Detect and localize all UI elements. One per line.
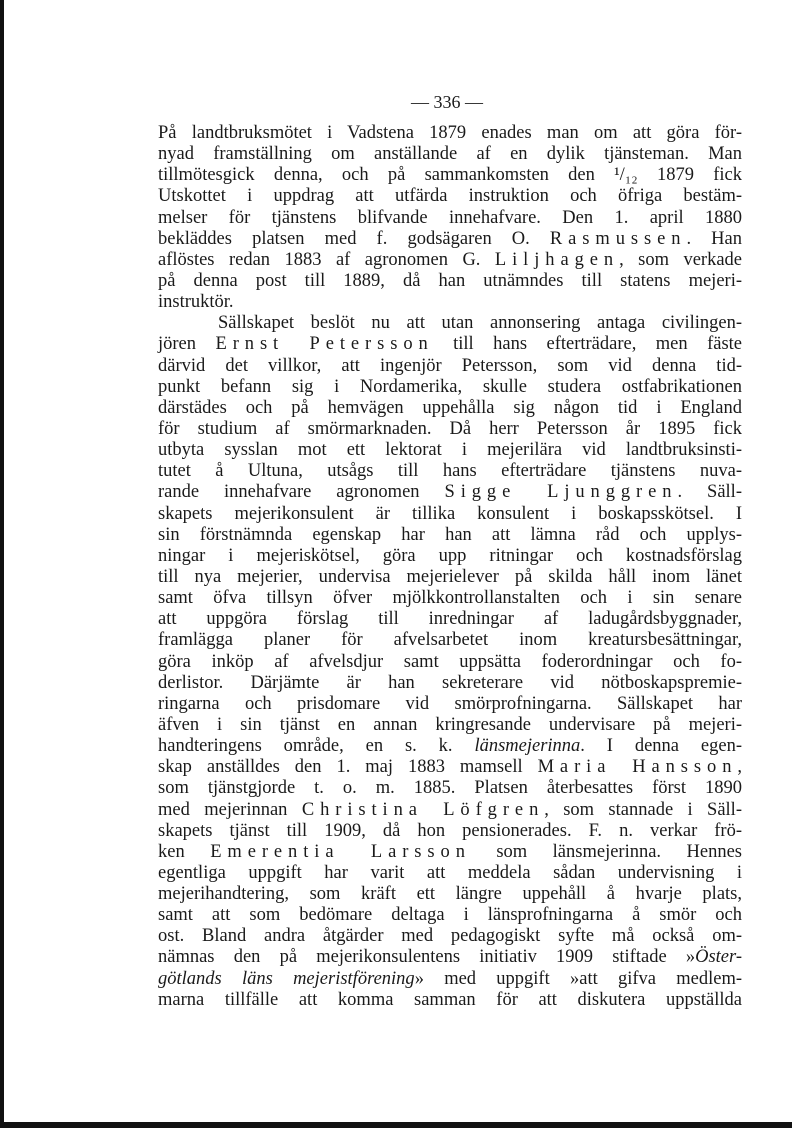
text-segment: handteringens område, en s. k. [158, 736, 475, 757]
text-line [158, 652, 742, 673]
text-segment: mejerihandtering, som kräft ett längre uppehåll å hvarje plats, [158, 884, 742, 905]
text-segment: instruktör. [158, 292, 234, 313]
text-segment: rande innehafvare agronomen [158, 482, 445, 503]
text-segment: att uppgöra förslag till inredningar af ladugårdsbyggnader, [158, 609, 742, 630]
text-line [158, 398, 742, 419]
text-segment: som tjänstgjorde t. o. m. 1885. Platsen återbesattes först 1890 [158, 778, 742, 799]
text-segment: med mejerinnan [158, 799, 302, 820]
text-line [158, 461, 742, 482]
text-line [158, 990, 742, 1011]
text-segment: ningar i mejeriskötsel, göra upp ritningar och kostnadsförslag [158, 545, 742, 566]
page-number: — 336 — [411, 92, 483, 112]
text-segment: Sällskapet beslöt nu att utan annonsering antaga civilingen- [218, 313, 742, 334]
spaced-name: Liljhagen [494, 249, 620, 270]
text-line [158, 969, 742, 990]
text-line [158, 504, 742, 525]
text-segment: till hans efterträdare, men fäste [433, 334, 743, 355]
text-segment: . Han [686, 228, 742, 249]
text-line [158, 356, 742, 377]
text-segment: utbyta sysslan mot ett lektorat i mejerilära vid landtbruksinsti- [158, 440, 742, 461]
text-segment: därvid det villkor, att ingenjör Petersson, som vid denna tid- [158, 355, 742, 376]
text-line [158, 905, 742, 926]
text-line [158, 800, 742, 821]
paragraph [158, 313, 742, 1011]
text-segment: framlägga planer för afvelsarbetet inom kreatursbesättningar, [158, 630, 742, 651]
text-line [158, 440, 742, 461]
text-line [158, 926, 742, 947]
text-line [158, 419, 742, 440]
text-segment: ringarna och prisdomare vid smörprofningarna. Sällskapet har [158, 693, 742, 714]
text-segment: ken [158, 841, 211, 862]
text-segment: ost. Bland andra åtgärder med pedagogiskt syfte må också om- [158, 926, 742, 947]
text-line [158, 313, 742, 334]
text-segment: , [737, 757, 742, 778]
text-segment: tutet å Ultuna, utsågs till hans efterträdare tjänstens nuva- [158, 461, 742, 482]
spaced-name: Maria Hansson [537, 757, 738, 778]
text-segment: » med uppgift »att gifva medlem- [414, 968, 742, 989]
text-line [158, 123, 742, 144]
text-segment: tillmötesgick denna, och på sammankomsten den ¹/₁₂ 1879 fick [158, 165, 742, 186]
text-segment: nyad framställning om anställande af en dylik tjänsteman. Man [158, 144, 742, 165]
text-line [158, 673, 742, 694]
spaced-name: Christina Löfgren [301, 799, 545, 820]
text-line [158, 842, 742, 863]
text-segment: därstädes och på hemvägen uppehålla sig någon tid i England [158, 397, 742, 418]
text-segment: På landtbruksmötet i Vadstena 1879 enades man om att göra för- [158, 123, 742, 143]
text-segment: som länsmejerinna. Hennes [470, 841, 742, 862]
text-segment: melser för tjänstens blifvande innehafvare. Den 1. april 1880 [158, 207, 742, 228]
text-segment: egentliga uppgift har varit att meddela sådan undervisning i [158, 862, 742, 883]
text-segment: samt att som bedömare deltaga i länsprofningarna å smör och [158, 905, 742, 926]
italic-text: länsmejerinna [474, 736, 581, 757]
text-line [158, 821, 742, 842]
text-segment: , som verkade [619, 249, 742, 270]
text-segment: göra inköp af afvelsdjur samt uppsätta foderordningar och fo- [158, 651, 742, 672]
text-line [158, 694, 742, 715]
text-line [158, 630, 742, 651]
text-line [158, 292, 742, 313]
text-line [158, 715, 742, 736]
text-line [158, 947, 742, 968]
text-line [158, 546, 742, 567]
text-line [158, 778, 742, 799]
text-segment: marna tillfälle att komma samman för att diskutera uppställda [158, 989, 742, 1010]
text-line [158, 863, 742, 884]
text-segment: . Säll- [677, 482, 742, 503]
text-segment: skapets tjänst till 1909, då hon pensionerades. F. n. verkar frö- [158, 820, 742, 841]
text-line [158, 482, 742, 503]
text-segment: äfven i sin tjänst en annan kringresande undervisare på mejeri- [158, 714, 742, 735]
text-line [158, 525, 742, 546]
text-line [158, 208, 742, 229]
scan-border-left [0, 0, 4, 1128]
text-line [158, 250, 742, 271]
text-segment: jören [158, 334, 216, 355]
italic-text: Öster- [695, 947, 742, 968]
italic-text: götlands läns mejeristförening [158, 968, 415, 989]
text-segment: till nya mejerier, undervisa mejerielever på skilda håll inom länet [158, 566, 742, 587]
text-segment: Utskottet i uppdrag att utfärda instruktion och öfriga bestäm- [158, 186, 742, 207]
scan-border-bottom [0, 1122, 792, 1128]
text-segment: skapets mejerikonsulent är tillika konsulent i boskapsskötsel. I [158, 503, 742, 524]
spaced-name: Rasmussen [549, 228, 687, 249]
text-segment: nämnas den på mejerikonsulentens initiativ 1909 stiftade » [158, 947, 696, 968]
paragraph [158, 123, 742, 313]
body-text [158, 123, 742, 1011]
text-line [158, 144, 742, 165]
text-segment: . I denna egen- [580, 736, 742, 757]
text-line [158, 165, 742, 186]
text-line [158, 271, 742, 292]
text-segment: , som stannade i Säll- [544, 799, 742, 820]
spaced-name: Emerentia Larsson [210, 841, 471, 862]
text-segment: aflöstes redan 1883 af agronomen G. [158, 249, 495, 270]
text-line [158, 609, 742, 630]
text-segment: punkt befann sig i Nordamerika, skulle studera ostfabrikationen [158, 376, 742, 397]
text-line [158, 588, 742, 609]
text-segment: skap anställdes den 1. maj 1883 mamsell [158, 757, 538, 778]
text-line [158, 377, 742, 398]
text-line [158, 186, 742, 207]
text-line [158, 757, 742, 778]
text-segment: för studium af smörmarknaden. Då herr Petersson år 1895 fick [158, 418, 742, 439]
text-line [158, 736, 742, 757]
text-segment: sin förstnämnda egenskap har han att lämna råd och upplys- [158, 524, 742, 545]
text-segment: bekläddes platsen med f. godsägaren O. [158, 228, 550, 249]
text-segment: på denna post till 1889, då han utnämndes till statens mejeri- [158, 270, 742, 291]
text-segment: derlistor. Därjämte är han sekreterare vid nötboskapspremie- [158, 672, 742, 693]
text-segment: samt öfva tillsyn öfver mjölkkontrollanstalten och i sin senare [158, 588, 742, 609]
text-line [158, 567, 742, 588]
spaced-name: Sigge Ljunggren [444, 482, 678, 503]
spaced-name: Ernst Petersson [215, 334, 434, 355]
text-line [158, 884, 742, 905]
text-line [158, 229, 742, 250]
text-line [158, 334, 742, 355]
